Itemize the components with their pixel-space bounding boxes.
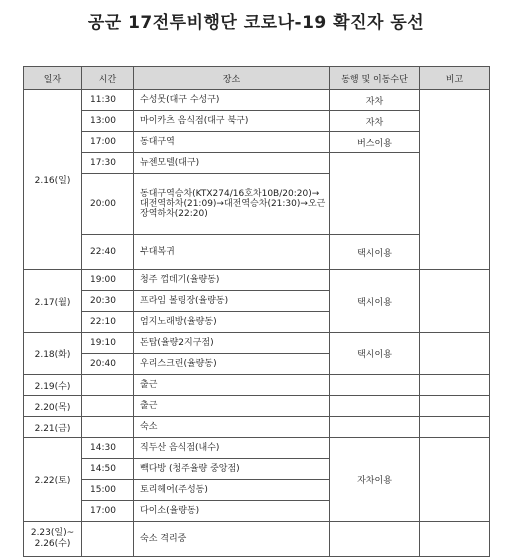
date-cell: 2.23(일)~ 2.26(수): [24, 522, 82, 557]
time-cell: [82, 396, 134, 417]
note-cell: [420, 438, 490, 522]
note-cell: [420, 375, 490, 396]
time-cell: 20:30: [82, 291, 134, 312]
place-cell: 동대구역: [134, 132, 330, 153]
route-table: [23, 66, 490, 557]
place-cell: 부대복귀: [134, 235, 330, 270]
page-title: 공군 17전투비행단 코로나-19 확진자 동선: [87, 13, 425, 33]
time-cell: 13:00: [82, 111, 134, 132]
header-transport: 동행 및 이동수단: [330, 67, 420, 90]
header-time: 시간: [82, 67, 134, 90]
note-cell: [420, 522, 490, 557]
header-date: 일자: [24, 67, 82, 90]
time-cell: 20:40: [82, 354, 134, 375]
transport-cell: 버스이용: [330, 132, 420, 153]
date-cell: 2.17(월): [24, 270, 82, 333]
time-cell: 17:30: [82, 153, 134, 174]
time-cell: 22:10: [82, 312, 134, 333]
note-cell: [420, 270, 490, 333]
date-cell: 2.18(화): [24, 333, 82, 375]
place-cell: 뉴젠모텔(대구): [134, 153, 330, 174]
place-cell: 숙소 격리중: [134, 522, 330, 557]
table-row: [24, 522, 490, 557]
date-cell: 2.19(수): [24, 375, 82, 396]
table-row: [24, 375, 490, 396]
place-cell: 다이소(율량동): [134, 501, 330, 522]
time-cell: 20:00: [82, 174, 134, 235]
time-cell: 22:40: [82, 235, 134, 270]
place-cell: 직두산 음식점(내수): [134, 438, 330, 459]
place-cell: 엄지노래방(율량동): [134, 312, 330, 333]
transport-cell: 자차: [330, 111, 420, 132]
date-cell: 2.20(목): [24, 396, 82, 417]
time-cell: 15:00: [82, 480, 134, 501]
table-row: [24, 438, 490, 459]
header-note: 비고: [420, 67, 490, 90]
time-cell: [82, 417, 134, 438]
transport-cell: [330, 153, 420, 235]
time-cell: 17:00: [82, 501, 134, 522]
place-cell: 돈탑(율량2지구점): [134, 333, 330, 354]
place-cell: 토리헤어(주성동): [134, 480, 330, 501]
transport-cell: 택시이용: [330, 235, 420, 270]
transport-cell: 자차: [330, 90, 420, 111]
date-cell: 2.22(토): [24, 438, 82, 522]
date-cell: 2.16(일): [24, 90, 82, 270]
note-cell: [420, 90, 490, 270]
transport-cell: 택시이용: [330, 333, 420, 375]
time-cell: [82, 375, 134, 396]
place-cell: 빽다방 (청주율량 중앙점): [134, 459, 330, 480]
time-cell: 19:00: [82, 270, 134, 291]
transport-cell: [330, 522, 420, 557]
note-cell: [420, 417, 490, 438]
transport-cell: [330, 375, 420, 396]
note-cell: [420, 333, 490, 375]
table-row: [24, 90, 490, 111]
transport-cell: 택시이용: [330, 270, 420, 333]
table-row: [24, 417, 490, 438]
place-cell: 청주 껍데기(율량동): [134, 270, 330, 291]
place-cell: 프라임 볼링장(율량동): [134, 291, 330, 312]
time-cell: 19:10: [82, 333, 134, 354]
table-row: [24, 333, 490, 354]
date-cell: 2.21(금): [24, 417, 82, 438]
transport-cell: [330, 396, 420, 417]
header-place: 장소: [134, 67, 330, 90]
place-cell: 수성못(대구 수성구): [134, 90, 330, 111]
place-cell: 출근: [134, 396, 330, 417]
time-cell: 11:30: [82, 90, 134, 111]
note-cell: [420, 396, 490, 417]
place-cell: 출근: [134, 375, 330, 396]
transport-cell: [330, 417, 420, 438]
table-row: [24, 396, 490, 417]
table-row: [24, 270, 490, 291]
transport-cell: 자차이용: [330, 438, 420, 522]
place-cell: 숙소: [134, 417, 330, 438]
time-cell: 17:00: [82, 132, 134, 153]
place-cell: 동대구역승차(KTX274/16호차10B/20:20)→대전역하차(21:09)→대전역승차(21:30)→오근장역하차(22:20): [134, 174, 330, 235]
time-cell: 14:50: [82, 459, 134, 480]
header-row: [24, 67, 490, 90]
time-cell: [82, 522, 134, 557]
place-cell: 마이카츠 음식점(대구 북구): [134, 111, 330, 132]
place-cell: 우리스크린(율량동): [134, 354, 330, 375]
time-cell: 14:30: [82, 438, 134, 459]
